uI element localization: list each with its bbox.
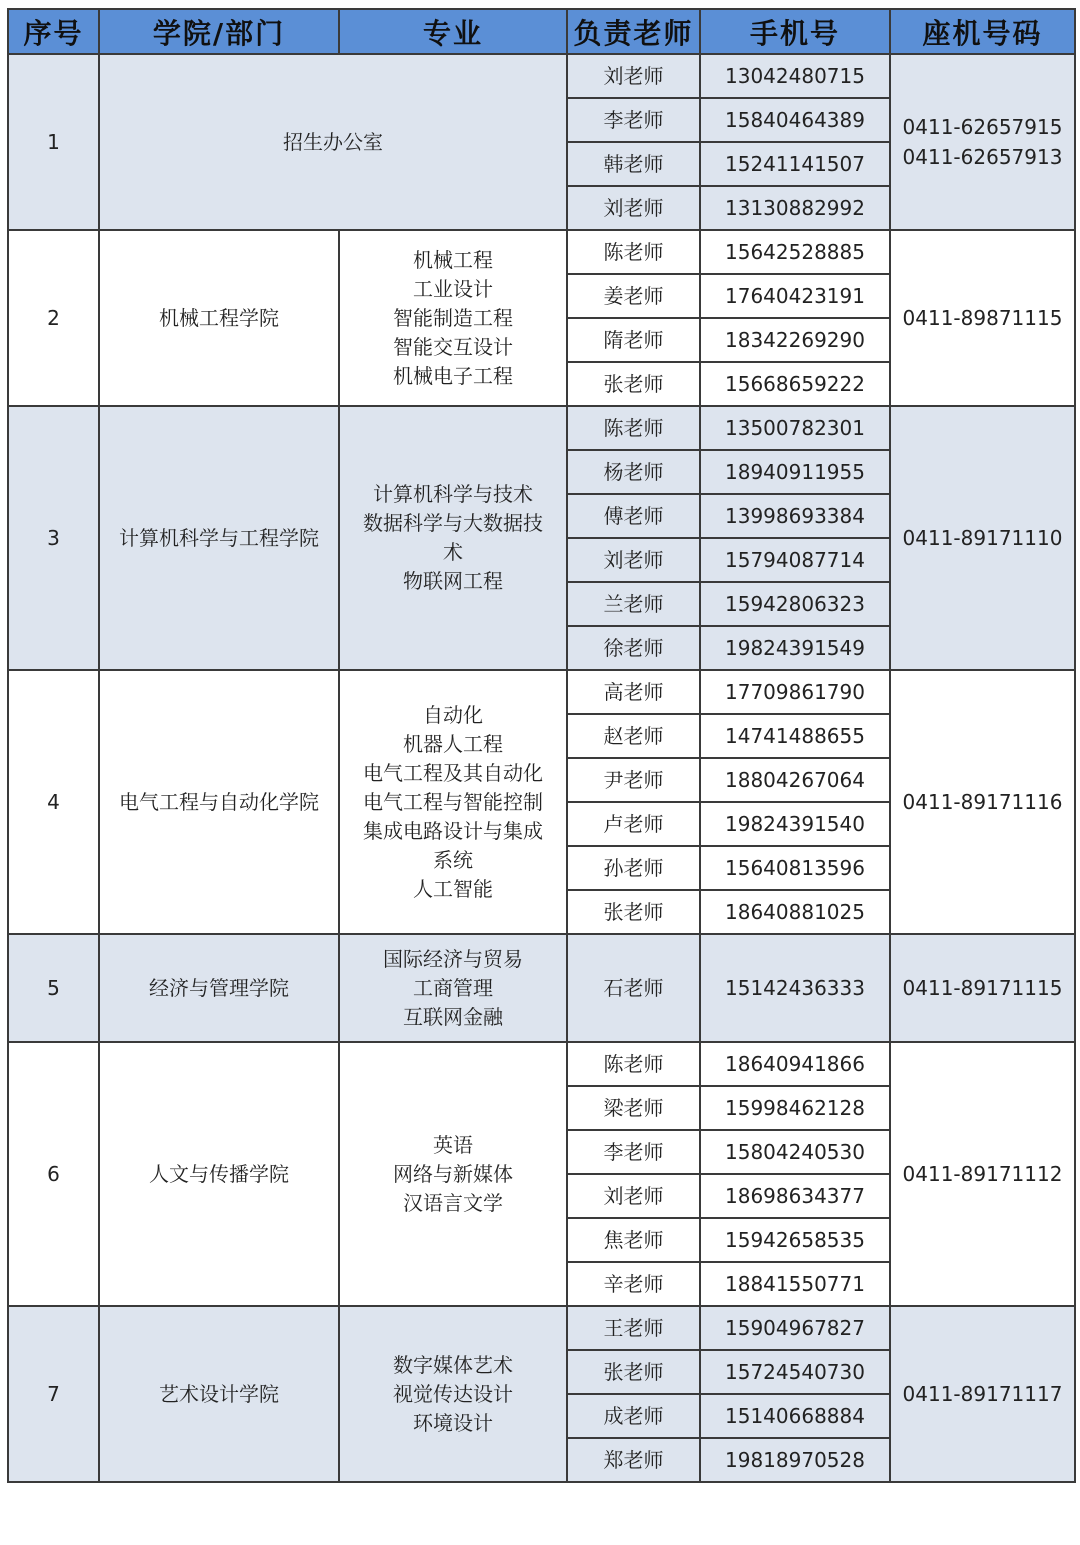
mobile-number: 15640813596 — [700, 846, 890, 890]
major-item: 工业设计 — [413, 276, 493, 301]
mobile-number: 15794087714 — [700, 538, 890, 582]
teacher-name: 隋老师 — [567, 318, 700, 362]
mobile-number: 15142436333 — [700, 934, 890, 1042]
header-major: 专业 — [339, 9, 567, 54]
landline-cell — [890, 670, 1075, 934]
mobile-number: 18698634377 — [700, 1174, 890, 1218]
mobile-number: 15642528885 — [700, 230, 890, 274]
major-item: 自动化 — [423, 702, 483, 727]
mobile-number: 19818970528 — [700, 1438, 890, 1482]
department-name: 经济与管理学院 — [99, 934, 339, 1042]
teacher-name: 徐老师 — [567, 626, 700, 670]
landline-cell — [890, 54, 1075, 230]
major-item: 机械电子工程 — [393, 363, 513, 388]
teacher-name: 刘老师 — [567, 54, 700, 98]
major-list — [339, 670, 567, 934]
header-department: 学院/部门 — [99, 9, 339, 54]
teacher-name: 张老师 — [567, 1350, 700, 1394]
teacher-name: 郑老师 — [567, 1438, 700, 1482]
mobile-number: 18640941866 — [700, 1042, 890, 1086]
teacher-name: 高老师 — [567, 670, 700, 714]
major-item: 环境设计 — [413, 1410, 493, 1435]
landline-number: 0411-62657913 — [902, 145, 1063, 169]
row-index: 3 — [8, 406, 99, 670]
landline-cell — [890, 230, 1075, 406]
mobile-number: 13042480715 — [700, 54, 890, 98]
teacher-name: 刘老师 — [567, 186, 700, 230]
major-item: 集成电路设计与集成 — [363, 818, 543, 843]
teacher-name: 赵老师 — [567, 714, 700, 758]
header-row — [8, 9, 1075, 54]
major-item: 工商管理 — [413, 975, 493, 1000]
teacher-name: 卢老师 — [567, 802, 700, 846]
department-name: 电气工程与自动化学院 — [99, 670, 339, 934]
table-row — [8, 54, 1075, 98]
department-name: 艺术设计学院 — [99, 1306, 339, 1482]
mobile-number: 15942806323 — [700, 582, 890, 626]
table-row — [8, 1042, 1075, 1086]
mobile-number: 18841550771 — [700, 1262, 890, 1306]
teacher-name: 王老师 — [567, 1306, 700, 1350]
landline-cell — [890, 1306, 1075, 1482]
mobile-number: 18342269290 — [700, 318, 890, 362]
teacher-name: 刘老师 — [567, 1174, 700, 1218]
header-teacher: 负责老师 — [567, 9, 700, 54]
table-row — [8, 934, 1075, 1042]
major-item: 数据科学与大数据技 — [363, 511, 543, 535]
teacher-name: 张老师 — [567, 890, 700, 934]
table-row — [8, 670, 1075, 714]
mobile-number: 17640423191 — [700, 274, 890, 318]
mobile-number: 15140668884 — [700, 1394, 890, 1438]
major-list — [339, 934, 567, 1042]
table-body — [8, 54, 1075, 1482]
major-item: 汉语言文学 — [403, 1190, 503, 1215]
landline-number: 0411-89171115 — [902, 976, 1063, 1000]
mobile-number: 15904967827 — [700, 1306, 890, 1350]
teacher-name: 陈老师 — [567, 1042, 700, 1086]
row-index: 4 — [8, 670, 99, 934]
major-item: 机械工程 — [413, 247, 493, 272]
teacher-name: 张老师 — [567, 362, 700, 406]
table-row — [8, 1306, 1075, 1350]
row-index: 6 — [8, 1042, 99, 1306]
teacher-name: 焦老师 — [567, 1218, 700, 1262]
teacher-name: 孙老师 — [567, 846, 700, 890]
table-header — [8, 9, 1075, 54]
major-list — [339, 1306, 567, 1482]
teacher-name: 刘老师 — [567, 538, 700, 582]
major-item: 互联网金融 — [403, 1004, 503, 1029]
major-item: 智能制造工程 — [393, 305, 513, 330]
mobile-number: 18640881025 — [700, 890, 890, 934]
teacher-name: 李老师 — [567, 1130, 700, 1174]
major-item: 电气工程与智能控制 — [363, 789, 543, 814]
mobile-number: 18940911955 — [700, 450, 890, 494]
major-item: 人工智能 — [413, 876, 493, 901]
teacher-name: 陈老师 — [567, 406, 700, 450]
mobile-number: 15998462128 — [700, 1086, 890, 1130]
mobile-number: 15241141507 — [700, 142, 890, 186]
mobile-number: 18804267064 — [700, 758, 890, 802]
major-list — [339, 1042, 567, 1306]
header-mobile: 手机号 — [700, 9, 890, 54]
row-index: 2 — [8, 230, 99, 406]
landline-number: 0411-62657915 — [902, 115, 1063, 139]
landline-number: 0411-89871115 — [902, 306, 1063, 330]
mobile-number: 15840464389 — [700, 98, 890, 142]
header-landline: 座机号码 — [890, 9, 1075, 54]
teacher-name: 尹老师 — [567, 758, 700, 802]
major-item: 物联网工程 — [403, 569, 503, 593]
department-name: 招生办公室 — [99, 54, 567, 230]
major-item: 计算机科学与技术 — [373, 482, 533, 506]
major-item: 国际经济与贸易 — [383, 946, 523, 971]
major-item: 网络与新媒体 — [393, 1161, 513, 1186]
major-item: 系统 — [433, 847, 473, 872]
mobile-number: 15942658535 — [700, 1218, 890, 1262]
mobile-number: 13998693384 — [700, 494, 890, 538]
major-item: 电气工程及其自动化 — [363, 760, 543, 785]
contact-table — [7, 8, 1076, 1483]
teacher-name: 姜老师 — [567, 274, 700, 318]
teacher-name: 杨老师 — [567, 450, 700, 494]
major-item: 数字媒体艺术 — [393, 1352, 513, 1377]
mobile-number: 13500782301 — [700, 406, 890, 450]
mobile-number: 19824391549 — [700, 626, 890, 670]
teacher-name: 兰老师 — [567, 582, 700, 626]
teacher-name: 成老师 — [567, 1394, 700, 1438]
landline-number: 0411-89171110 — [902, 526, 1063, 550]
major-item: 智能交互设计 — [393, 334, 513, 359]
teacher-name: 陈老师 — [567, 230, 700, 274]
landline-cell — [890, 1042, 1075, 1306]
landline-number: 0411-89171112 — [902, 1162, 1063, 1186]
landline-cell — [890, 934, 1075, 1042]
teacher-name: 韩老师 — [567, 142, 700, 186]
landline-number: 0411-89171117 — [902, 1382, 1063, 1406]
teacher-name: 石老师 — [567, 934, 700, 1042]
teacher-name: 辛老师 — [567, 1262, 700, 1306]
row-index: 7 — [8, 1306, 99, 1482]
mobile-number: 15724540730 — [700, 1350, 890, 1394]
mobile-number: 14741488655 — [700, 714, 890, 758]
teacher-name: 傅老师 — [567, 494, 700, 538]
mobile-number: 19824391540 — [700, 802, 890, 846]
mobile-number: 17709861790 — [700, 670, 890, 714]
major-list — [339, 230, 567, 406]
mobile-number: 15804240530 — [700, 1130, 890, 1174]
row-index: 5 — [8, 934, 99, 1042]
major-item: 机器人工程 — [403, 731, 503, 756]
mobile-number: 15668659222 — [700, 362, 890, 406]
row-index: 1 — [8, 54, 99, 230]
major-list — [339, 406, 567, 670]
landline-cell — [890, 406, 1075, 670]
department-name: 人文与传播学院 — [99, 1042, 339, 1306]
major-item: 英语 — [433, 1132, 473, 1157]
table-row — [8, 406, 1075, 450]
header-index: 序号 — [8, 9, 99, 54]
major-item: 视觉传达设计 — [393, 1381, 513, 1406]
teacher-name: 李老师 — [567, 98, 700, 142]
teacher-name: 梁老师 — [567, 1086, 700, 1130]
table-row — [8, 230, 1075, 274]
landline-number: 0411-89171116 — [902, 790, 1063, 814]
mobile-number: 13130882992 — [700, 186, 890, 230]
major-item: 术 — [443, 540, 463, 564]
department-name: 机械工程学院 — [99, 230, 339, 406]
department-name: 计算机科学与工程学院 — [99, 406, 339, 670]
